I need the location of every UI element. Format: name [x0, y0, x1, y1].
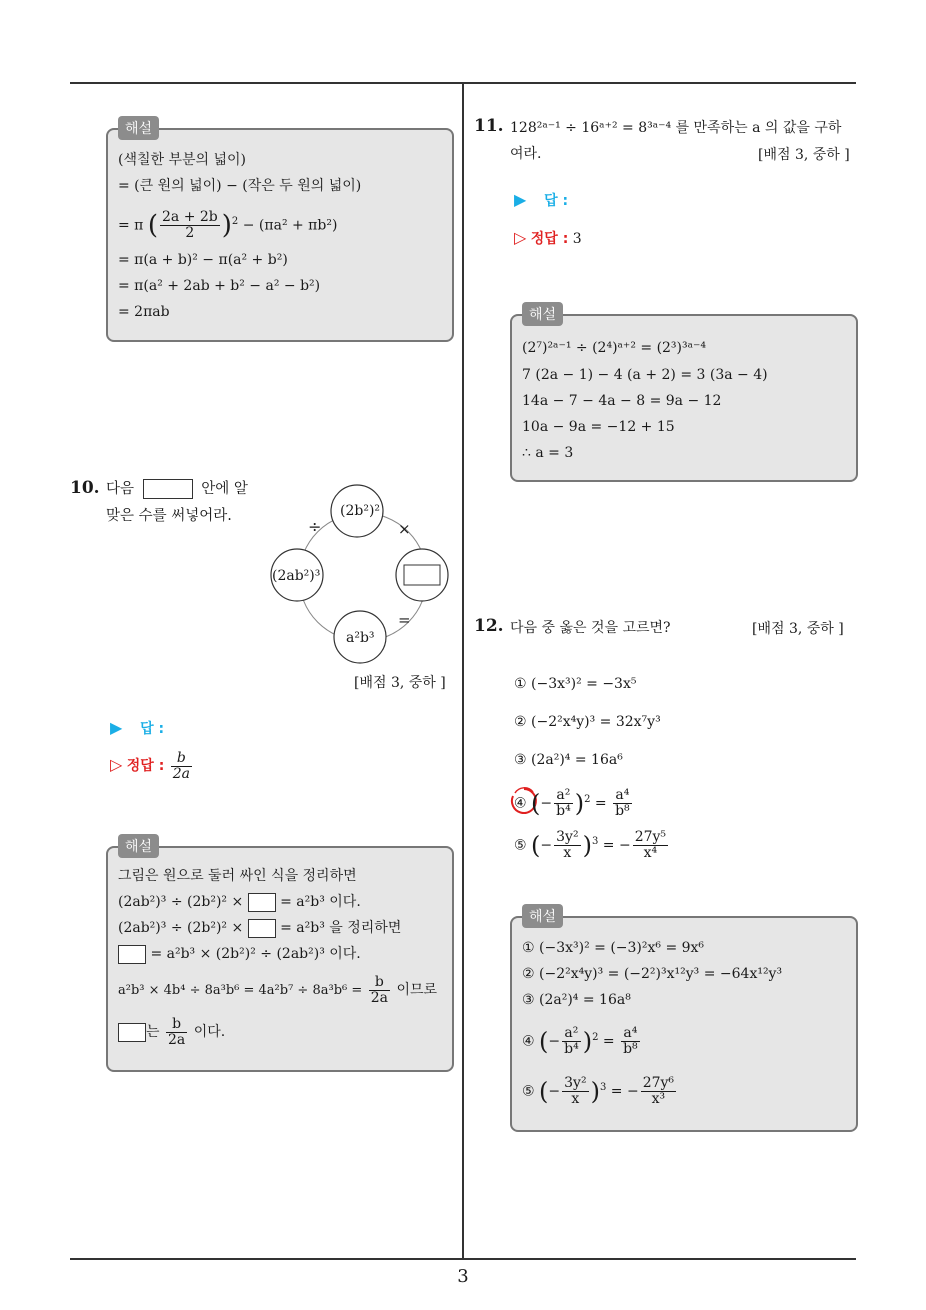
- q9-sol-line: (색칠한 부분의 넓이): [118, 152, 247, 168]
- q10-blank-box: [143, 479, 193, 499]
- q10-correct-label: 정답 :: [126, 758, 165, 774]
- q11-sol-line: 7 (2a − 1) − 4 (a + 2) = 3 (3a − 4): [522, 367, 768, 383]
- q12-sol-line: ② (−2²x⁴y)³ = (−2²)³x¹²y³ = −64x¹²y³: [522, 966, 783, 982]
- sol-blank-box: [248, 893, 276, 912]
- q10-text-c: 맞은 수를 써넣어라.: [106, 508, 232, 524]
- q9-sol-line: = 2πab: [118, 304, 170, 320]
- q10-sol-line: [118, 944, 361, 964]
- q11-correct-row: [514, 228, 582, 248]
- play-icon: ▶: [110, 718, 123, 737]
- q11-text-b: 여라.: [510, 146, 542, 162]
- q11-sol-line: ∴ a = 3: [522, 445, 574, 461]
- q10-score: [배점 3, 중하 ]: [354, 675, 446, 691]
- q12-sol4-mark: ④: [522, 1033, 535, 1050]
- q12-opt5-mark: ⑤: [514, 837, 527, 854]
- q12-opt5-frac: [554, 830, 580, 861]
- bottom-rule: [70, 1258, 856, 1260]
- q10-correct-fraction: [171, 751, 192, 782]
- q10-sol5-num: b: [369, 975, 390, 991]
- q11-correct-label: 정답 :: [530, 231, 569, 247]
- q12-opt4-den: b⁴: [556, 803, 571, 820]
- q10-sol5-fraction: [369, 975, 390, 1006]
- q12-sol4-rden: b⁸: [623, 1041, 638, 1058]
- q12-opt5-exp: 3: [591, 836, 599, 847]
- q12-sol5-num: 3y²: [564, 1075, 587, 1092]
- q10-sol6-num: b: [166, 1017, 187, 1033]
- q10-text-a: 다음: [106, 481, 135, 497]
- q11-solution-tag: 해설: [522, 302, 563, 326]
- q10-sol-line: [118, 1014, 225, 1050]
- q12-sol-line-5: ⑤ (− $\frac{\text{3y²}}{x}$ )$^3$ = − $\frac{\text{27y⁶}}{\text{x³}}$: [522, 1075, 675, 1108]
- q12-option-3[interactable]: ③ (2a²)⁴ = 16a⁶: [514, 752, 623, 768]
- page-number: 3: [457, 1266, 469, 1287]
- q12-option-4[interactable]: ④ (− $\frac{\text{a²}}{\text{b⁴}}$ )$^2$ = $\frac{\text{a⁴}}{\text{b⁸}}$: [514, 787, 630, 820]
- q9-sol-line-fraction: = π ( $\frac{2a + 2b}{2}$ )$^2$ − (πa² + πb²): [118, 209, 338, 242]
- sol-blank-box: [118, 945, 146, 964]
- q11-sol-line: (2⁷)²ᵃ⁻¹ ÷ (2⁴)ᵃ⁺² = (2³)³ᵃ⁻⁴: [522, 340, 707, 356]
- q12-score: [배점 3, 중하 ]: [752, 621, 844, 637]
- q10-sol5-b: 이므로: [396, 982, 438, 998]
- sol-blank-box: [118, 1023, 146, 1042]
- diagram-top-label: (2b²)²: [340, 503, 381, 519]
- q10-solution-tag: 해설: [118, 834, 159, 858]
- q12-sol5-rnum: 27y⁶: [642, 1075, 675, 1092]
- q10-sol5-den: 2a: [370, 989, 388, 1006]
- q12-sol5-rfrac: [641, 1076, 676, 1107]
- q9-sol-line: = (큰 원의 넓이) − (작은 두 원의 넓이): [118, 178, 362, 194]
- q10-text-b: 안에 알: [201, 481, 248, 497]
- q10-correct-den: 2a: [172, 765, 191, 782]
- q10-sol5-a: a²b³ × 4b⁴ ÷ 8a³b⁶ = 4a²b⁷ ÷ 8a³b⁶ =: [118, 983, 363, 998]
- q12-number: 12.: [474, 616, 504, 636]
- diagram-bottom-label: a²b³: [346, 630, 375, 646]
- q10-sol6-b: 이다.: [193, 1024, 226, 1040]
- q11-answer-row: [514, 190, 568, 210]
- q12-opt5-rden: x⁴: [643, 845, 658, 862]
- q11-correct-value: 3: [572, 231, 582, 247]
- q12-sol4-rnum: a⁴: [621, 1026, 640, 1042]
- q9-fraction: [160, 210, 220, 241]
- q12-sol5-rden: x³: [651, 1091, 666, 1108]
- q10-sol3-b: = a²b³ 을 정리하면: [280, 920, 402, 936]
- outline-triangle-icon: ▷: [110, 755, 123, 774]
- q11-sol-line: 10a − 9a = −12 + 15: [522, 419, 675, 435]
- q10-sol-line: [118, 972, 437, 1009]
- q12-sol4-den: b⁴: [564, 1041, 579, 1058]
- q9-solution-tag: 해설: [118, 116, 159, 140]
- q12-sol5-den: x: [571, 1091, 580, 1108]
- q10-answer-label: 답 :: [140, 721, 165, 737]
- q12-opt5-num: 3y²: [556, 829, 579, 846]
- q10-sol4-b: = a²b³ × (2b²)² ÷ (2ab²)³ 이다.: [150, 946, 361, 962]
- q9-sol-post: − (πa² + πb²): [242, 217, 338, 234]
- q12-option-1[interactable]: ① (−3x³)² = −3x⁵: [514, 676, 637, 692]
- q9-frac-den: 2: [185, 225, 195, 242]
- diagram-op-multiply: ×: [398, 520, 411, 538]
- q12-opt4-frac: [554, 788, 573, 819]
- q10-sol-line: [118, 918, 401, 938]
- q10-correct-num: b: [171, 751, 192, 767]
- diagram-left-label: (2ab²)³: [272, 568, 321, 584]
- q10-text: [106, 476, 266, 530]
- play-icon: ▶: [514, 190, 527, 209]
- q12-sol4-num: a²: [562, 1026, 581, 1042]
- column-divider: [462, 84, 464, 1260]
- outline-triangle-icon: ▷: [514, 228, 527, 247]
- q10-sol2-a: (2ab²)³ ÷ (2b²)² ×: [118, 894, 244, 910]
- q10-sol6-den: 2a: [167, 1031, 186, 1048]
- q10-number: 10.: [70, 478, 100, 498]
- q9-sol-pre: = π: [118, 217, 144, 234]
- q11-sol-line: 14a − 7 − 4a − 8 = 9a − 12: [522, 393, 722, 409]
- q12-option-2[interactable]: ② (−2²x⁴y)³ = 32x⁷y³: [514, 714, 661, 730]
- q9-sol-line: = π(a² + 2ab + b² − a² − b²): [118, 278, 321, 294]
- q12-solution-tag: 해설: [522, 904, 563, 928]
- q12-opt5-den: x: [563, 845, 572, 862]
- q11-score: [배점 3, 중하 ]: [758, 147, 850, 163]
- q12-opt5-rnum: 27y⁵: [634, 829, 667, 846]
- q9-sol-line: = π(a + b)² − π(a² + b²): [118, 252, 288, 268]
- q10-answer-row: [110, 718, 164, 738]
- q12-text: 다음 중 옳은 것을 고르면?: [510, 620, 671, 636]
- q11-text-a: 128²ᵃ⁻¹ ÷ 16ᵃ⁺² = 8³ᵃ⁻⁴ 를 만족하는 a 의 값을 구하: [510, 120, 842, 136]
- q12-opt4-mark: ④: [514, 795, 527, 812]
- diagram-op-equals: =: [398, 611, 411, 629]
- q12-sol5-exp: 3: [599, 1082, 607, 1093]
- q11-answer-label: 답 :: [544, 193, 569, 209]
- q10-sol6-a: 는: [146, 1024, 160, 1040]
- q12-opt4-rfrac: [613, 788, 632, 819]
- q12-opt4-num: a²: [554, 788, 573, 804]
- q12-opt4-rnum: a⁴: [613, 788, 632, 804]
- q12-opt4-exp: 2: [584, 794, 591, 805]
- q10-correct-row: [110, 748, 194, 783]
- q12-sol4-exp: 2: [592, 1032, 599, 1043]
- q12-option-5[interactable]: ⑤ (− $\frac{\text{3y²}}{x}$ )$^3$ = − $\frac{\text{27y⁵}}{\text{x⁴}}$: [514, 829, 667, 862]
- q10-sol-line: [118, 892, 361, 912]
- q12-sol-line-4: ④ (− $\frac{\text{a²}}{\text{b⁴}}$ )$^2$ = $\frac{\text{a⁴}}{\text{b⁸}}$: [522, 1025, 638, 1058]
- q12-sol5-mark: ⑤: [522, 1083, 535, 1100]
- q10-sol2-b: = a²b³ 이다.: [280, 894, 361, 910]
- sol-blank-box: [248, 919, 276, 938]
- q12-sol4-rfrac: [621, 1026, 640, 1057]
- q12-sol5-frac: [562, 1076, 588, 1107]
- q12-opt5-rfrac: [633, 830, 668, 861]
- q10-sol3-a: (2ab²)³ ÷ (2b²)² ×: [118, 920, 244, 936]
- q12-sol4-frac: [562, 1026, 581, 1057]
- q12-sol-line: ③ (2a²)⁴ = 16a⁸: [522, 992, 631, 1008]
- q11-number: 11.: [474, 116, 504, 136]
- q10-sol-line: 그림은 원으로 둘러 싸인 식을 정리하면: [118, 868, 357, 884]
- q12-opt4-rden: b⁸: [615, 803, 630, 820]
- q12-sol-line: ① (−3x³)² = (−3)²x⁶ = 9x⁶: [522, 940, 705, 956]
- diagram-op-divide: ÷: [308, 517, 322, 536]
- q9-frac-num: 2a + 2b: [162, 209, 218, 226]
- q10-sol6-fraction: [166, 1017, 187, 1048]
